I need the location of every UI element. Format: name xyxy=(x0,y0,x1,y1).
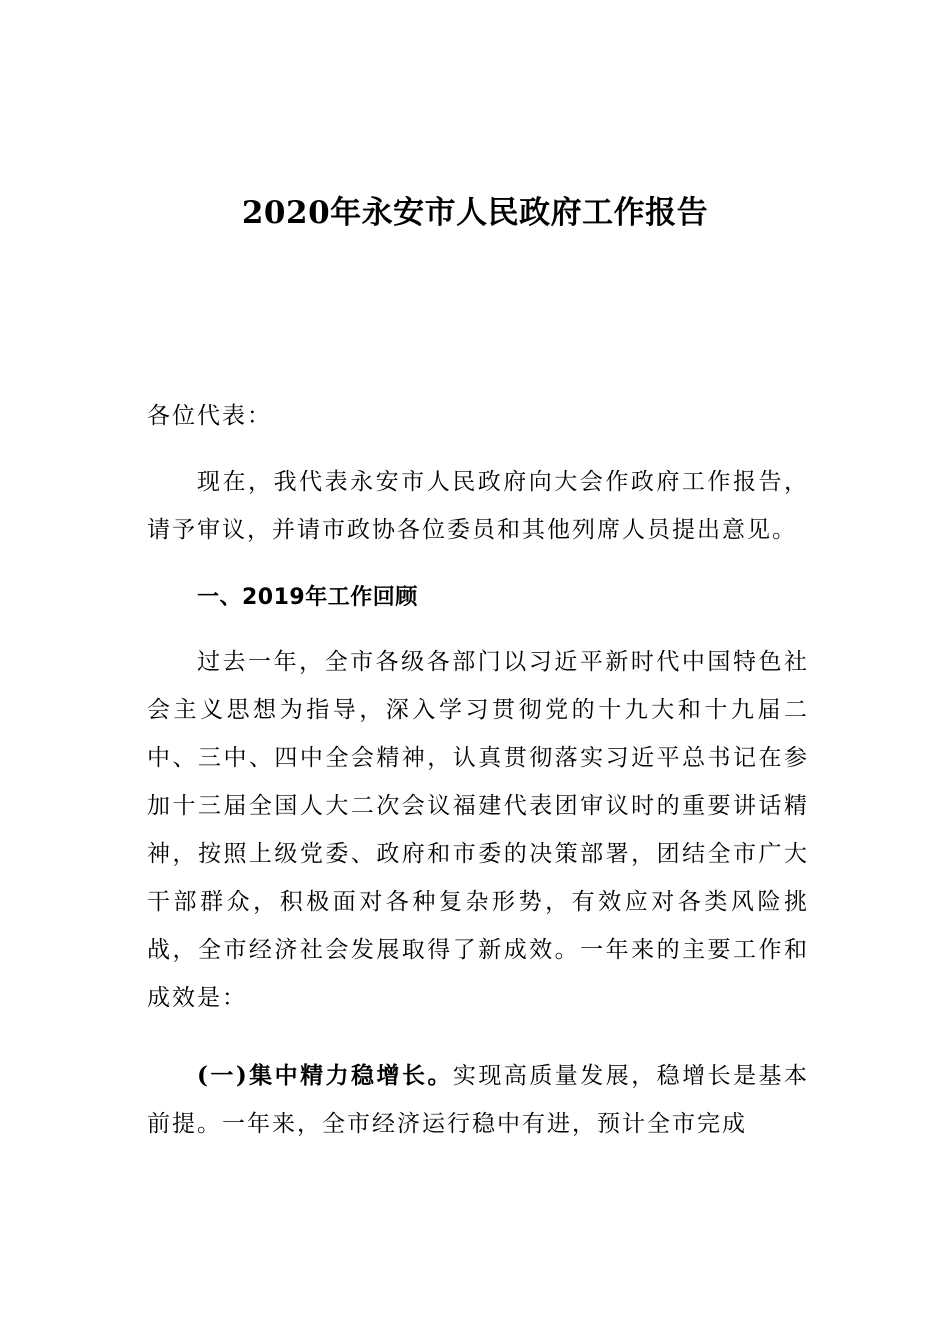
section-heading-2019-review: 一、2019年工作回顾 xyxy=(197,585,418,610)
salutation: 各位代表： xyxy=(147,403,272,429)
growth-paragraph-text: 实现高质量发展，稳增长是基本前提。一年来，全市经济运行稳中有进，预计全市完成 xyxy=(147,1063,810,1137)
review-paragraph: 过去一年，全市各级各部门以习近平新时代中国特色社会主义思想为指导，深入学习贯彻党的十九大和十九届二中、三中、四中全会精神，认真贯彻落实习近平总书记在参加十三届全国人大二次会议福建代表团审议时的重要讲话精神，按照上级党委、政府和市委的决策部署，团结全市广大干部群众，积极面对各种复杂形势，有效应对各类风险挑战，全市经济社会发展取得了新成效。一年来的主要工作和成效是： xyxy=(147,649,809,1011)
opening-paragraph: 现在，我代表永安市人民政府向大会作政府工作报告，请予审议，并请市政协各位委员和其他列席人员提出意见。 xyxy=(147,469,809,543)
document-title: 2020年永安市人民政府工作报告 xyxy=(241,195,709,231)
growth-paragraph-lead: (一)集中精力稳增长。 xyxy=(197,1062,453,1089)
growth-paragraph xyxy=(147,1052,809,1148)
